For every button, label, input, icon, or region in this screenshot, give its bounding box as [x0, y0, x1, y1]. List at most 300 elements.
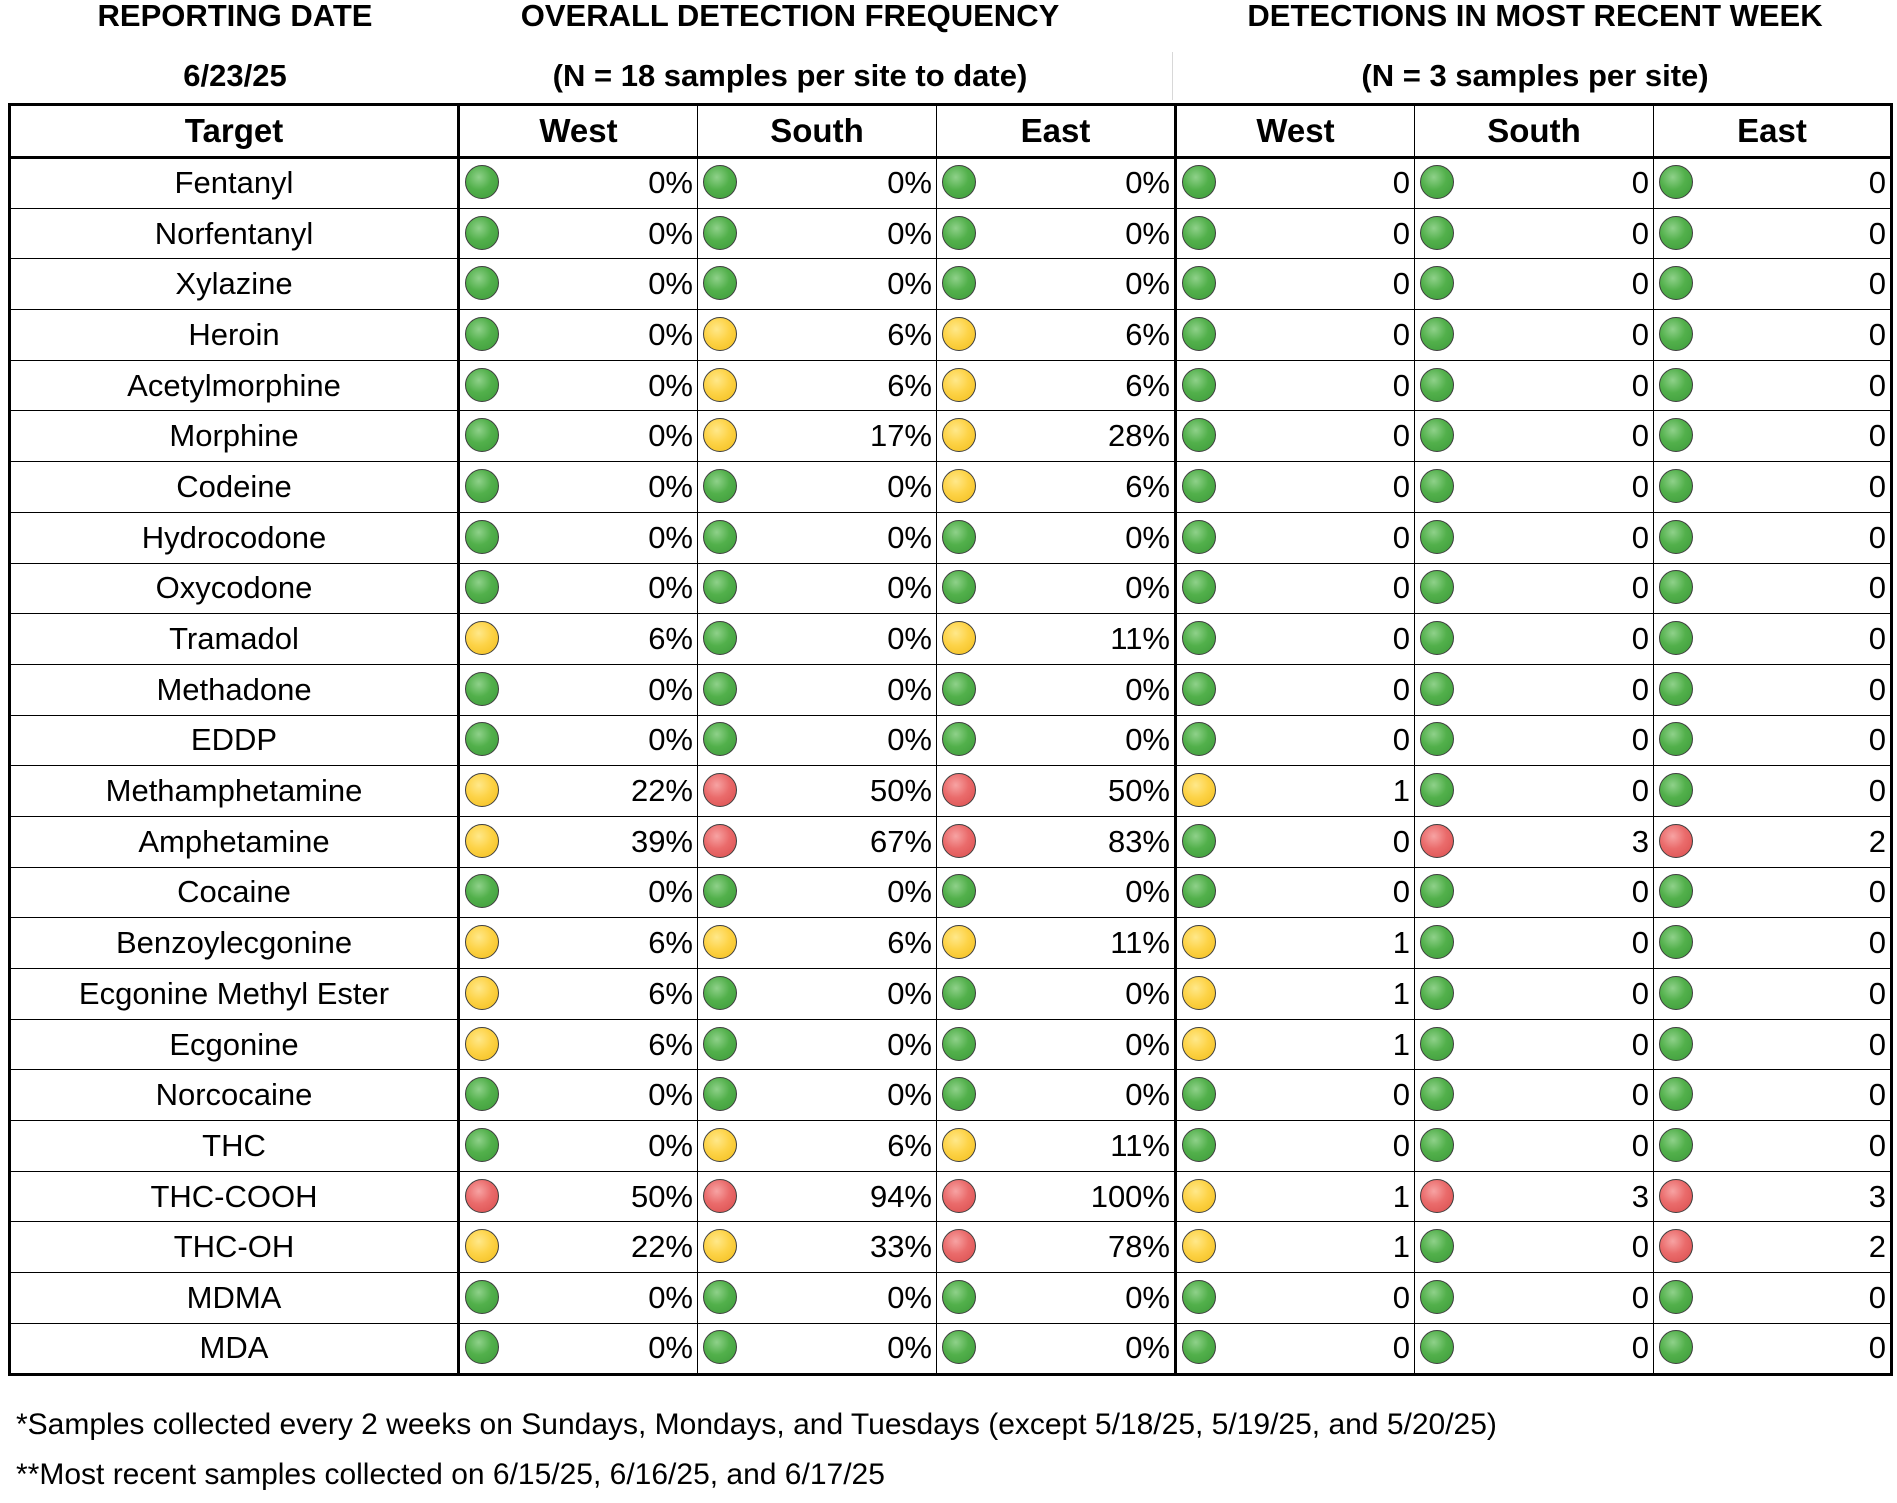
- table-row: [10, 1121, 1892, 1172]
- overall-frequency-subtitle: (N = 18 samples per site to date): [552, 58, 1028, 93]
- overall-south-cell: [698, 563, 937, 614]
- target-name-cell: Tramadol: [10, 614, 459, 665]
- status-red-indicator-icon: [1659, 1229, 1693, 1263]
- overall-west-cell: [459, 158, 698, 209]
- overall-east-value: 0%: [1125, 1026, 1170, 1062]
- overall-south-cell: [698, 1323, 937, 1374]
- target-name-cell: EDDP: [10, 715, 459, 766]
- status-red-indicator-icon: [1659, 1179, 1693, 1213]
- table-body: [10, 158, 1892, 1375]
- overall-west-value: 0%: [648, 367, 693, 403]
- recent-west-cell: [1176, 411, 1415, 462]
- recent-east-value: 0: [1868, 671, 1886, 707]
- status-yellow-indicator-icon: [942, 317, 976, 351]
- target-name-cell: Ecgonine Methyl Ester: [10, 969, 459, 1020]
- overall-south-value: 0%: [887, 1077, 932, 1113]
- status-green-indicator-icon: [465, 570, 499, 604]
- status-yellow-indicator-icon: [465, 925, 499, 959]
- recent-south-cell: [1415, 563, 1654, 614]
- recent-west-value: 0: [1392, 722, 1410, 758]
- recent-south-value: 0: [1631, 1026, 1649, 1062]
- status-yellow-indicator-icon: [703, 317, 737, 351]
- recent-south-cell: [1415, 310, 1654, 361]
- status-red-indicator-icon: [942, 1179, 976, 1213]
- recent-west-cell: [1176, 310, 1415, 361]
- overall-south-cell: [698, 1019, 937, 1070]
- recent-west-cell: [1176, 1222, 1415, 1273]
- recent-west-cell: [1176, 158, 1415, 209]
- status-green-indicator-icon: [1420, 1077, 1454, 1111]
- recent-east-cell: [1654, 614, 1892, 665]
- table-row: [10, 614, 1892, 665]
- overall-west-value: 0%: [648, 418, 693, 454]
- overall-west-cell: [459, 1323, 698, 1374]
- overall-south-value: 94%: [869, 1178, 932, 1214]
- target-name-cell: MDA: [10, 1323, 459, 1374]
- status-yellow-indicator-icon: [1182, 1229, 1216, 1263]
- recent-east-cell: [1654, 1222, 1892, 1273]
- target-name-cell: Norfentanyl: [10, 208, 459, 259]
- recent-south-cell: [1415, 1323, 1654, 1374]
- overall-west-value: 0%: [648, 671, 693, 707]
- col-header-overall-south: South: [698, 105, 937, 158]
- overall-west-cell: [459, 664, 698, 715]
- overall-east-cell: [937, 1273, 1176, 1324]
- overall-west-value: 22%: [630, 1229, 693, 1265]
- status-green-indicator-icon: [703, 621, 737, 655]
- status-green-indicator-icon: [1420, 266, 1454, 300]
- recent-south-cell: [1415, 259, 1654, 310]
- recent-east-cell: [1654, 158, 1892, 209]
- recent-east-cell: [1654, 969, 1892, 1020]
- overall-west-cell: [459, 1222, 698, 1273]
- overall-west-value: 0%: [648, 165, 693, 201]
- recent-south-value: 0: [1631, 1330, 1649, 1366]
- status-yellow-indicator-icon: [465, 1229, 499, 1263]
- overall-south-cell: [698, 614, 937, 665]
- status-green-indicator-icon: [942, 1330, 976, 1364]
- recent-south-cell: [1415, 766, 1654, 817]
- overall-east-value: 0%: [1125, 570, 1170, 606]
- recent-east-value: 0: [1868, 722, 1886, 758]
- recent-south-cell: [1415, 1070, 1654, 1121]
- status-green-indicator-icon: [703, 874, 737, 908]
- table-row: [10, 1273, 1892, 1324]
- status-green-indicator-icon: [942, 976, 976, 1010]
- status-red-indicator-icon: [942, 1229, 976, 1263]
- overall-east-value: 50%: [1107, 773, 1170, 809]
- status-green-indicator-icon: [1659, 1027, 1693, 1061]
- overall-east-value: 0%: [1125, 1330, 1170, 1366]
- recent-west-value: 0: [1392, 1330, 1410, 1366]
- overall-west-cell: [459, 310, 698, 361]
- status-green-indicator-icon: [465, 722, 499, 756]
- status-green-indicator-icon: [1182, 570, 1216, 604]
- recent-east-cell: [1654, 1323, 1892, 1374]
- status-yellow-indicator-icon: [1182, 773, 1216, 807]
- recent-west-cell: [1176, 1273, 1415, 1324]
- status-yellow-indicator-icon: [942, 925, 976, 959]
- recent-east-value: 0: [1868, 165, 1886, 201]
- overall-west-cell: [459, 563, 698, 614]
- overall-west-value: 0%: [648, 519, 693, 555]
- overall-south-cell: [698, 208, 937, 259]
- overall-south-value: 0%: [887, 165, 932, 201]
- overall-south-value: 0%: [887, 874, 932, 910]
- target-name-cell: Norcocaine: [10, 1070, 459, 1121]
- recent-west-value: 0: [1392, 519, 1410, 555]
- overall-east-value: 0%: [1125, 215, 1170, 251]
- overall-east-value: 0%: [1125, 671, 1170, 707]
- recent-east-value: 0: [1868, 519, 1886, 555]
- overall-south-cell: [698, 715, 937, 766]
- status-yellow-indicator-icon: [1182, 1179, 1216, 1213]
- overall-south-cell: [698, 1121, 937, 1172]
- target-name-cell: Oxycodone: [10, 563, 459, 614]
- overall-east-cell: [937, 462, 1176, 513]
- recent-west-cell: [1176, 766, 1415, 817]
- status-red-indicator-icon: [1420, 824, 1454, 858]
- overall-east-cell: [937, 1121, 1176, 1172]
- status-green-indicator-icon: [1420, 1330, 1454, 1364]
- recent-south-value: 0: [1631, 367, 1649, 403]
- recent-east-value: 0: [1868, 925, 1886, 961]
- overall-south-value: 6%: [887, 925, 932, 961]
- status-green-indicator-icon: [1182, 266, 1216, 300]
- col-header-target: Target: [10, 105, 459, 158]
- col-header-overall-west: West: [459, 105, 698, 158]
- status-green-indicator-icon: [703, 722, 737, 756]
- overall-east-cell: [937, 664, 1176, 715]
- recent-west-value: 1: [1392, 1026, 1410, 1062]
- status-green-indicator-icon: [1659, 520, 1693, 554]
- status-green-indicator-icon: [1182, 824, 1216, 858]
- recent-west-value: 0: [1392, 1279, 1410, 1315]
- target-name-cell: Benzoylecgonine: [10, 918, 459, 969]
- overall-east-cell: [937, 360, 1176, 411]
- recent-west-cell: [1176, 360, 1415, 411]
- overall-south-value: 0%: [887, 519, 932, 555]
- overall-south-cell: [698, 1171, 937, 1222]
- status-green-indicator-icon: [1659, 1128, 1693, 1162]
- recent-west-cell: [1176, 1121, 1415, 1172]
- recent-west-value: 0: [1392, 874, 1410, 910]
- overall-east-value: 78%: [1107, 1229, 1170, 1265]
- overall-south-value: 0%: [887, 1026, 932, 1062]
- status-green-indicator-icon: [703, 1280, 737, 1314]
- status-red-indicator-icon: [942, 824, 976, 858]
- target-name-cell: Xylazine: [10, 259, 459, 310]
- overall-west-value: 0%: [648, 215, 693, 251]
- reporting-date-value: 6/23/25: [183, 58, 287, 93]
- status-green-indicator-icon: [1659, 874, 1693, 908]
- overall-west-cell: [459, 208, 698, 259]
- status-green-indicator-icon: [1659, 1077, 1693, 1111]
- table-row: [10, 816, 1892, 867]
- recent-west-value: 0: [1392, 468, 1410, 504]
- status-green-indicator-icon: [465, 672, 499, 706]
- overall-south-value: 50%: [869, 773, 932, 809]
- recent-south-cell: [1415, 1019, 1654, 1070]
- col-header-recent-west: West: [1176, 105, 1415, 158]
- overall-south-value: 33%: [869, 1229, 932, 1265]
- recent-east-value: 0: [1868, 570, 1886, 606]
- recent-west-value: 0: [1392, 823, 1410, 859]
- status-green-indicator-icon: [703, 1330, 737, 1364]
- recent-west-value: 1: [1392, 925, 1410, 961]
- status-red-indicator-icon: [703, 773, 737, 807]
- status-green-indicator-icon: [1182, 216, 1216, 250]
- recent-west-cell: [1176, 816, 1415, 867]
- recent-east-cell: [1654, 1070, 1892, 1121]
- status-green-indicator-icon: [1659, 418, 1693, 452]
- overall-east-value: 0%: [1125, 165, 1170, 201]
- recent-south-value: 0: [1631, 621, 1649, 657]
- status-green-indicator-icon: [1659, 925, 1693, 959]
- recent-west-cell: [1176, 462, 1415, 513]
- status-green-indicator-icon: [942, 672, 976, 706]
- overall-east-cell: [937, 969, 1176, 1020]
- status-green-indicator-icon: [1182, 418, 1216, 452]
- recent-south-value: 0: [1631, 1127, 1649, 1163]
- overall-west-cell: [459, 715, 698, 766]
- recent-south-value: 0: [1631, 165, 1649, 201]
- overall-west-cell: [459, 1273, 698, 1324]
- status-green-indicator-icon: [1659, 266, 1693, 300]
- recent-east-cell: [1654, 310, 1892, 361]
- overall-south-cell: [698, 664, 937, 715]
- recent-south-cell: [1415, 360, 1654, 411]
- recent-south-cell: [1415, 867, 1654, 918]
- overall-west-cell: [459, 1019, 698, 1070]
- overall-east-cell: [937, 867, 1176, 918]
- recent-west-value: 0: [1392, 671, 1410, 707]
- target-name-cell: THC-OH: [10, 1222, 459, 1273]
- overall-west-cell: [459, 360, 698, 411]
- status-green-indicator-icon: [465, 1128, 499, 1162]
- status-yellow-indicator-icon: [942, 418, 976, 452]
- status-green-indicator-icon: [1420, 469, 1454, 503]
- overall-south-cell: [698, 1273, 937, 1324]
- status-green-indicator-icon: [1659, 672, 1693, 706]
- recent-south-value: 0: [1631, 266, 1649, 302]
- target-name-cell: Methamphetamine: [10, 766, 459, 817]
- recent-east-value: 0: [1868, 1330, 1886, 1366]
- recent-east-value: 0: [1868, 773, 1886, 809]
- recent-east-value: 0: [1868, 874, 1886, 910]
- target-name-cell: Ecgonine: [10, 1019, 459, 1070]
- overall-west-cell: [459, 969, 698, 1020]
- status-green-indicator-icon: [465, 1280, 499, 1314]
- status-green-indicator-icon: [465, 165, 499, 199]
- table-row: [10, 360, 1892, 411]
- status-green-indicator-icon: [465, 1077, 499, 1111]
- status-green-indicator-icon: [1420, 773, 1454, 807]
- status-green-indicator-icon: [1182, 621, 1216, 655]
- status-yellow-indicator-icon: [1182, 1027, 1216, 1061]
- target-name-cell: THC-COOH: [10, 1171, 459, 1222]
- table-row: [10, 1323, 1892, 1374]
- status-green-indicator-icon: [1420, 165, 1454, 199]
- status-green-indicator-icon: [1420, 570, 1454, 604]
- recent-south-cell: [1415, 1171, 1654, 1222]
- status-green-indicator-icon: [1420, 368, 1454, 402]
- status-green-indicator-icon: [465, 874, 499, 908]
- recent-east-cell: [1654, 1019, 1892, 1070]
- table-row: [10, 969, 1892, 1020]
- status-green-indicator-icon: [1182, 469, 1216, 503]
- overall-east-value: 0%: [1125, 722, 1170, 758]
- status-green-indicator-icon: [942, 1027, 976, 1061]
- status-green-indicator-icon: [465, 266, 499, 300]
- footnote-recent-samples: **Most recent samples collected on 6/15/25, 6/16/25, and 6/17/25: [16, 1458, 885, 1491]
- status-red-indicator-icon: [465, 1179, 499, 1213]
- overall-east-value: 100%: [1090, 1178, 1170, 1214]
- recent-south-value: 0: [1631, 874, 1649, 910]
- overall-south-cell: [698, 360, 937, 411]
- recent-east-cell: [1654, 1171, 1892, 1222]
- recent-west-value: 0: [1392, 215, 1410, 251]
- overall-south-cell: [698, 512, 937, 563]
- recent-west-value: 0: [1392, 1077, 1410, 1113]
- overall-west-value: 6%: [648, 621, 693, 657]
- table-row: [10, 411, 1892, 462]
- overall-west-value: 0%: [648, 316, 693, 352]
- status-green-indicator-icon: [942, 165, 976, 199]
- status-green-indicator-icon: [1182, 165, 1216, 199]
- recent-west-cell: [1176, 208, 1415, 259]
- col-header-overall-east: East: [937, 105, 1176, 158]
- table-row: [10, 1222, 1892, 1273]
- status-yellow-indicator-icon: [703, 1229, 737, 1263]
- overall-east-value: 0%: [1125, 266, 1170, 302]
- overall-east-cell: [937, 259, 1176, 310]
- table-row: [10, 462, 1892, 513]
- target-name-cell: Cocaine: [10, 867, 459, 918]
- overall-east-cell: [937, 1171, 1176, 1222]
- overall-east-value: 0%: [1125, 1279, 1170, 1315]
- overall-east-value: 28%: [1107, 418, 1170, 454]
- recent-south-value: 0: [1631, 671, 1649, 707]
- recent-south-value: 0: [1631, 975, 1649, 1011]
- overall-south-value: 17%: [869, 418, 932, 454]
- overall-east-cell: [937, 1070, 1176, 1121]
- overall-west-value: 39%: [630, 823, 693, 859]
- status-yellow-indicator-icon: [942, 621, 976, 655]
- target-name-cell: Acetylmorphine: [10, 360, 459, 411]
- overall-west-value: 0%: [648, 1279, 693, 1315]
- overall-east-value: 6%: [1125, 316, 1170, 352]
- overall-south-value: 0%: [887, 266, 932, 302]
- overall-west-value: 6%: [648, 925, 693, 961]
- overall-south-value: 0%: [887, 722, 932, 758]
- recent-west-value: 0: [1392, 570, 1410, 606]
- recent-south-cell: [1415, 969, 1654, 1020]
- recent-south-value: 0: [1631, 215, 1649, 251]
- overall-west-value: 50%: [630, 1178, 693, 1214]
- recent-south-cell: [1415, 715, 1654, 766]
- status-yellow-indicator-icon: [942, 368, 976, 402]
- table-row: [10, 1171, 1892, 1222]
- status-red-indicator-icon: [703, 824, 737, 858]
- status-green-indicator-icon: [703, 672, 737, 706]
- status-red-indicator-icon: [942, 773, 976, 807]
- recent-south-value: 0: [1631, 570, 1649, 606]
- recent-east-cell: [1654, 563, 1892, 614]
- table-row: [10, 715, 1892, 766]
- overall-west-value: 0%: [648, 722, 693, 758]
- status-green-indicator-icon: [1182, 722, 1216, 756]
- recent-south-cell: [1415, 1121, 1654, 1172]
- status-green-indicator-icon: [1182, 1077, 1216, 1111]
- recent-south-cell: [1415, 614, 1654, 665]
- status-green-indicator-icon: [1420, 1128, 1454, 1162]
- status-green-indicator-icon: [942, 1077, 976, 1111]
- overall-east-cell: [937, 715, 1176, 766]
- overall-south-value: 0%: [887, 468, 932, 504]
- recent-east-value: 0: [1868, 367, 1886, 403]
- status-green-indicator-icon: [1659, 165, 1693, 199]
- overall-frequency-title: OVERALL DETECTION FREQUENCY: [520, 0, 1060, 33]
- overall-east-value: 0%: [1125, 874, 1170, 910]
- status-green-indicator-icon: [1420, 1027, 1454, 1061]
- overall-east-cell: [937, 1222, 1176, 1273]
- status-green-indicator-icon: [1420, 672, 1454, 706]
- header-divider: [1172, 52, 1173, 100]
- overall-east-cell: [937, 208, 1176, 259]
- overall-west-value: 0%: [648, 1330, 693, 1366]
- overall-east-cell: [937, 158, 1176, 209]
- table-row: [10, 259, 1892, 310]
- status-green-indicator-icon: [703, 1027, 737, 1061]
- recent-west-cell: [1176, 259, 1415, 310]
- recent-east-cell: [1654, 462, 1892, 513]
- status-green-indicator-icon: [1182, 1128, 1216, 1162]
- status-green-indicator-icon: [703, 469, 737, 503]
- target-name-cell: THC: [10, 1121, 459, 1172]
- recent-south-value: 0: [1631, 722, 1649, 758]
- recent-west-cell: [1176, 715, 1415, 766]
- overall-west-cell: [459, 411, 698, 462]
- status-green-indicator-icon: [1182, 874, 1216, 908]
- overall-south-cell: [698, 816, 937, 867]
- status-red-indicator-icon: [1659, 824, 1693, 858]
- overall-south-cell: [698, 766, 937, 817]
- status-green-indicator-icon: [1420, 976, 1454, 1010]
- overall-east-value: 6%: [1125, 367, 1170, 403]
- recent-week-title: DETECTIONS IN MOST RECENT WEEK: [1247, 0, 1823, 33]
- status-green-indicator-icon: [942, 216, 976, 250]
- recent-west-cell: [1176, 563, 1415, 614]
- overall-south-value: 6%: [887, 367, 932, 403]
- recent-south-cell: [1415, 208, 1654, 259]
- overall-east-cell: [937, 411, 1176, 462]
- status-green-indicator-icon: [942, 1280, 976, 1314]
- recent-east-value: 0: [1868, 1077, 1886, 1113]
- overall-south-value: 0%: [887, 1330, 932, 1366]
- status-green-indicator-icon: [465, 418, 499, 452]
- status-green-indicator-icon: [465, 216, 499, 250]
- status-green-indicator-icon: [942, 266, 976, 300]
- recent-south-cell: [1415, 1222, 1654, 1273]
- status-green-indicator-icon: [1182, 672, 1216, 706]
- table-row: [10, 1070, 1892, 1121]
- overall-west-value: 6%: [648, 1026, 693, 1062]
- overall-west-cell: [459, 867, 698, 918]
- status-green-indicator-icon: [465, 1330, 499, 1364]
- recent-west-value: 0: [1392, 367, 1410, 403]
- recent-west-cell: [1176, 1323, 1415, 1374]
